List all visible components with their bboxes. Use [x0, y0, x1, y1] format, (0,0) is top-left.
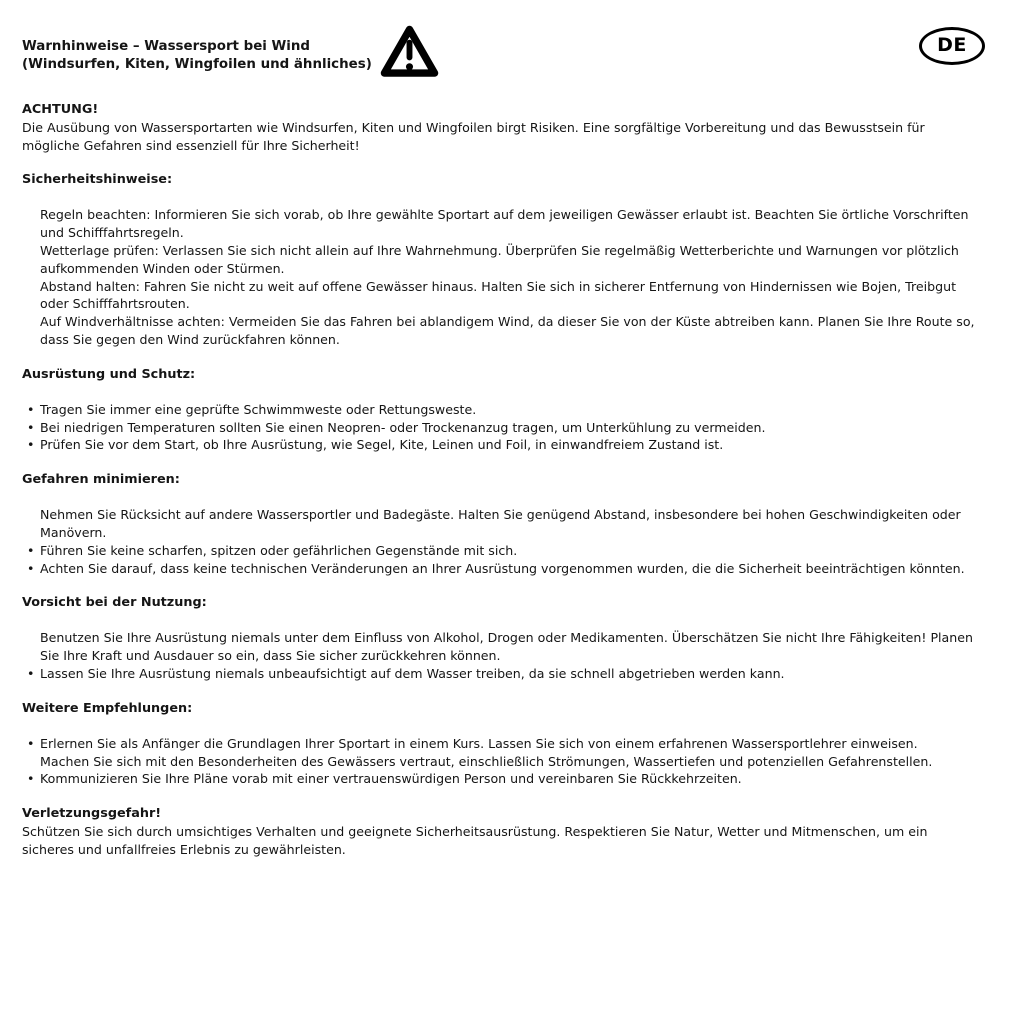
- bullet-marker: •: [27, 665, 35, 681]
- list-item: [22, 629, 978, 665]
- section-heading: Sicherheitshinweise:: [22, 172, 173, 188]
- list-item-text: Nehmen Sie Rücksicht auf andere Wassersportler und Badegäste. Halten Sie genügend Abstand, insbesondere bei hohen Geschwindigkeiten oder Manövern.: [40, 507, 961, 540]
- section-paragraph: Schützen Sie sich durch umsichtiges Verhalten und geeignete Sicherheitsausrüstung. Respektieren Sie Natur, Wetter und Mitmenschen, um ein sicheres und unfallfreies Erlebnis zu gewährleisten.: [22, 824, 928, 857]
- list-item: [22, 401, 978, 419]
- bullet-marker: [22, 313, 40, 349]
- list-item: [22, 313, 978, 349]
- bullet-marker: •: [27, 401, 35, 417]
- section-verletzungsgefahr: [22, 805, 978, 859]
- section-heading: Weitere Empfehlungen:: [22, 700, 193, 716]
- title-line-1: Warnhinweise – Wassersport bei Wind: [22, 39, 311, 54]
- bullet-marker: •: [27, 542, 35, 558]
- page-title: [22, 38, 372, 74]
- list-item: [22, 753, 978, 771]
- section-vorsicht-bei-der-nutzung: [22, 594, 978, 682]
- list-item: [22, 506, 978, 542]
- warning-triangle-icon: [380, 24, 439, 84]
- bullet-marker: •: [27, 771, 35, 787]
- list-item: [22, 770, 978, 788]
- list-item-text: Kommunizieren Sie Ihre Pläne vorab mit einer vertrauenswürdigen Person und vereinbaren Sie Rückkehrzeiten.: [40, 771, 742, 787]
- section-gefahren-minimieren: [22, 471, 978, 577]
- section-weitere-empfehlungen: [22, 700, 978, 788]
- bullet-marker: [22, 278, 40, 314]
- title-line-2: (Windsurfen, Kiten, Wingfoilen und ähnliches): [22, 57, 372, 72]
- list-item: [22, 206, 978, 242]
- list-item-text: Achten Sie darauf, dass keine technischen Veränderungen an Ihrer Ausrüstung vorgenommen wurden, die die Sicherheit beeinträchtigen könnten.: [40, 560, 965, 576]
- list-item-text: Prüfen Sie vor dem Start, ob Ihre Ausrüstung, wie Segel, Kite, Leinen und Foil, in einwandfreiem Zustand ist.: [40, 437, 724, 453]
- language-badge: DE: [919, 27, 985, 65]
- section-heading: Vorsicht bei der Nutzung:: [22, 595, 207, 611]
- section-heading: Gefahren minimieren:: [22, 472, 180, 488]
- list-item-text: Benutzen Sie Ihre Ausrüstung niemals unter dem Einfluss von Alkohol, Drogen oder Medikamenten. Überschätzen Sie nicht Ihre Fähigkeiten! Planen Sie Ihre Kraft und Ausdauer so ein, dass Sie sicher zurückkehren können.: [40, 630, 973, 664]
- bullet-marker: •: [27, 735, 35, 751]
- list-item: [22, 542, 978, 560]
- item-list: [22, 629, 978, 682]
- list-item: [22, 436, 978, 454]
- item-list: [22, 401, 978, 454]
- list-item-text: Bei niedrigen Temperaturen sollten Sie einen Neopren- oder Trockenanzug tragen, um Unterkühlung zu vermeiden.: [40, 419, 766, 435]
- bullet-marker: [22, 242, 40, 278]
- list-item-text: Machen Sie sich mit den Besonderheiten des Gewässers vertraut, einschließlich Strömungen, Wassertiefen und potenziellen Gefahrenstellen.: [40, 753, 933, 769]
- list-item-text: Regeln beachten: Informieren Sie sich vorab, ob Ihre gewählte Sportart auf dem jeweiligen Gewässer erlaubt ist. Beachten Sie örtliche Vorschriften und Schifffahrtsregeln.: [40, 207, 969, 241]
- bullet-marker: •: [27, 419, 35, 435]
- list-item: [22, 242, 978, 278]
- list-item-text: Auf Windverhältnisse achten: Vermeiden Sie das Fahren bei ablandigem Wind, da dieser Sie von der Küste abtreiben kann. Planen Sie Ihre Route so, dass Sie gegen den Wind zurückfahren können.: [40, 314, 975, 347]
- list-item: [22, 278, 978, 314]
- bullet-marker: [22, 206, 40, 242]
- section-paragraph: Die Ausübung von Wassersportarten wie Windsurfen, Kiten und Wingfoilen birgt Risiken. Eine sorgfältige Vorbereitung und das Bewusstsein für mögliche Gefahren sind essenziell für Ihre Sicherheit!: [22, 119, 925, 153]
- list-item-text: Führen Sie keine scharfen, spitzen oder gefährlichen Gegenstände mit sich.: [40, 542, 518, 558]
- section-heading: Verletzungsgefahr!: [22, 806, 162, 822]
- list-item: [22, 560, 978, 578]
- document-header: [22, 38, 978, 84]
- section-heading: Ausrüstung und Schutz:: [22, 366, 196, 382]
- section-sicherheitshinweise: [22, 171, 978, 348]
- section-heading: ACHTUNG!: [22, 101, 99, 117]
- bullet-marker: •: [27, 560, 35, 576]
- item-list: [22, 506, 978, 577]
- list-item-text: Wetterlage prüfen: Verlassen Sie sich nicht allein auf Ihre Wahrnehmung. Überprüfen Sie regelmäßig Wetterberichte und Warnungen vor plötzlich aufkommenden Winden oder Stürmen.: [40, 242, 959, 276]
- list-item-text: Erlernen Sie als Anfänger die Grundlagen Ihrer Sportart in einem Kurs. Lassen Sie sich von einem erfahrenen Wassersportlehrer einweisen.: [40, 735, 918, 751]
- list-item-text: Lassen Sie Ihre Ausrüstung niemals unbeaufsichtigt auf dem Wasser treiben, da sie schnell abgetrieben werden kann.: [40, 665, 785, 681]
- list-item: [22, 665, 978, 683]
- bullet-marker: [22, 629, 40, 665]
- section-achtung: [22, 101, 978, 155]
- bullet-marker: [22, 506, 40, 542]
- list-item: [22, 735, 978, 753]
- item-list: [22, 735, 978, 788]
- bullet-marker: •: [27, 437, 35, 453]
- section-ausruestung-und-schutz: [22, 366, 978, 454]
- list-item: [22, 419, 978, 437]
- bullet-marker: [22, 753, 40, 771]
- list-item-text: Tragen Sie immer eine geprüfte Schwimmweste oder Rettungsweste.: [40, 401, 477, 417]
- item-list: [22, 206, 978, 348]
- list-item-text: Abstand halten: Fahren Sie nicht zu weit auf offene Gewässer hinaus. Halten Sie sich in sicherer Entfernung von Hindernissen wie Bojen, Treibgut oder Schifffahrtsrouten.: [40, 278, 957, 312]
